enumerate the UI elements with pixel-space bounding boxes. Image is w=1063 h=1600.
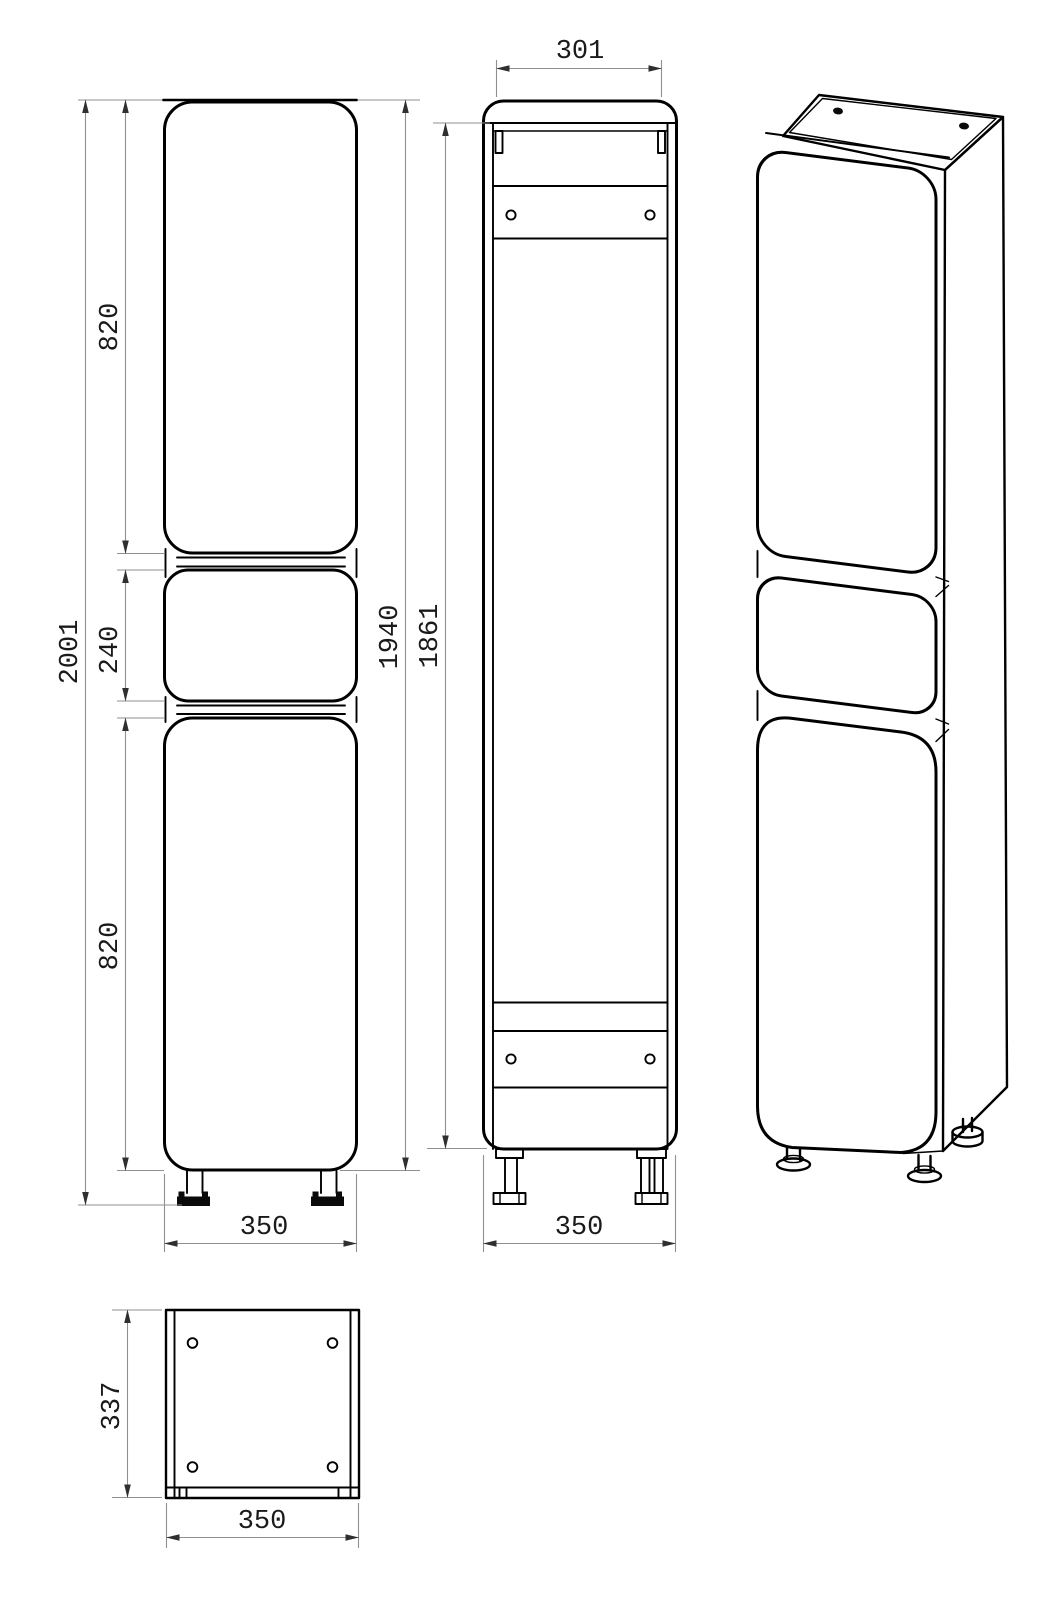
dim-label-back-top-width: 301 [555,37,605,67]
dim-label-bottom-door: 820 [96,921,126,971]
dim-label-back-width: 350 [554,1213,604,1243]
dim-label-total-height: 2001 [56,619,86,685]
dim-label-plan-depth: 337 [98,1381,128,1431]
dim-label-front-width: 350 [239,1213,289,1243]
dim-label-top-door: 820 [96,302,126,352]
dim-label-back-height: 1861 [416,603,446,669]
dim-label-drawer: 240 [96,625,126,675]
dim-label-plan-width: 350 [237,1507,287,1537]
dim-label-carcass-height: 1940 [376,604,406,670]
